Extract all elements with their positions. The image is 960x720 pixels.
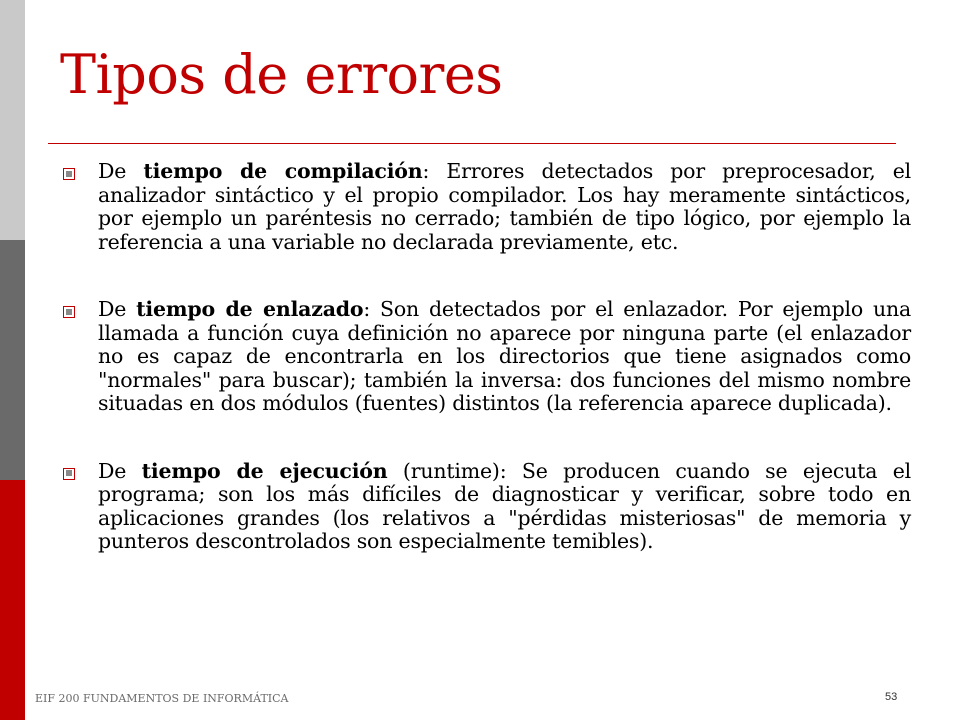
bullet-term: tiempo de compilación [143, 159, 423, 183]
square-bullet-icon [63, 468, 75, 480]
bullet-item-compile-time [63, 160, 911, 254]
bullet-body: : Son detectados por el enlazador. Por ejemplo una llamada a función cuya definición no aparece por ninguna parte (el enlazador no es capaz de encontrarla en los directorios que tiene asignados como "normales" para buscar); también la inversa: dos funciones del mismo nombre situadas en dos módulos (fuentes) distintos (la referencia aparece duplicada). [98, 297, 912, 415]
bullet-body: (runtime): Se producen cuando se ejecuta el programa; son los más difíciles de diagnosticar y verificar, sobre todo en aplicaciones grandes (los relativos a "pérdidas misteriosas" de memoria y punteros descontrolados son especialmente temibles). [98, 458, 911, 553]
page-number: 53 [885, 691, 898, 703]
bullet-term: tiempo de enlazado [136, 297, 364, 321]
bullet-text [98, 298, 911, 416]
slide-title: Tipos de errores [60, 43, 503, 106]
bullet-lead: De [98, 297, 137, 321]
bullet-body: : Errores detectados por preprocesador, el analizador sintáctico y el propio compilador. Los hay meramente sintácticos, por ejemplo un paréntesis no cerrado; también de tipo lógico, por ejemplo la referencia a una variable no declarada previamente, etc. [98, 159, 912, 254]
bullet-list [63, 160, 911, 554]
side-bar-light [0, 0, 25, 240]
bullet-text [98, 460, 911, 554]
bullet-item-run-time [63, 460, 911, 554]
side-bar-red [0, 480, 25, 720]
square-bullet-icon [63, 168, 75, 180]
bullet-text [98, 160, 911, 254]
title-divider [48, 143, 896, 144]
bullet-item-link-time [63, 298, 911, 416]
square-bullet-icon [63, 306, 75, 318]
side-bar-dark [0, 240, 25, 480]
footer-course-name: EIF 200 FUNDAMENTOS DE INFORMÁTICA [35, 692, 289, 705]
bullet-lead: De [98, 458, 142, 483]
bullet-term: tiempo de ejecución [141, 458, 388, 483]
bullet-lead: De [98, 159, 144, 183]
